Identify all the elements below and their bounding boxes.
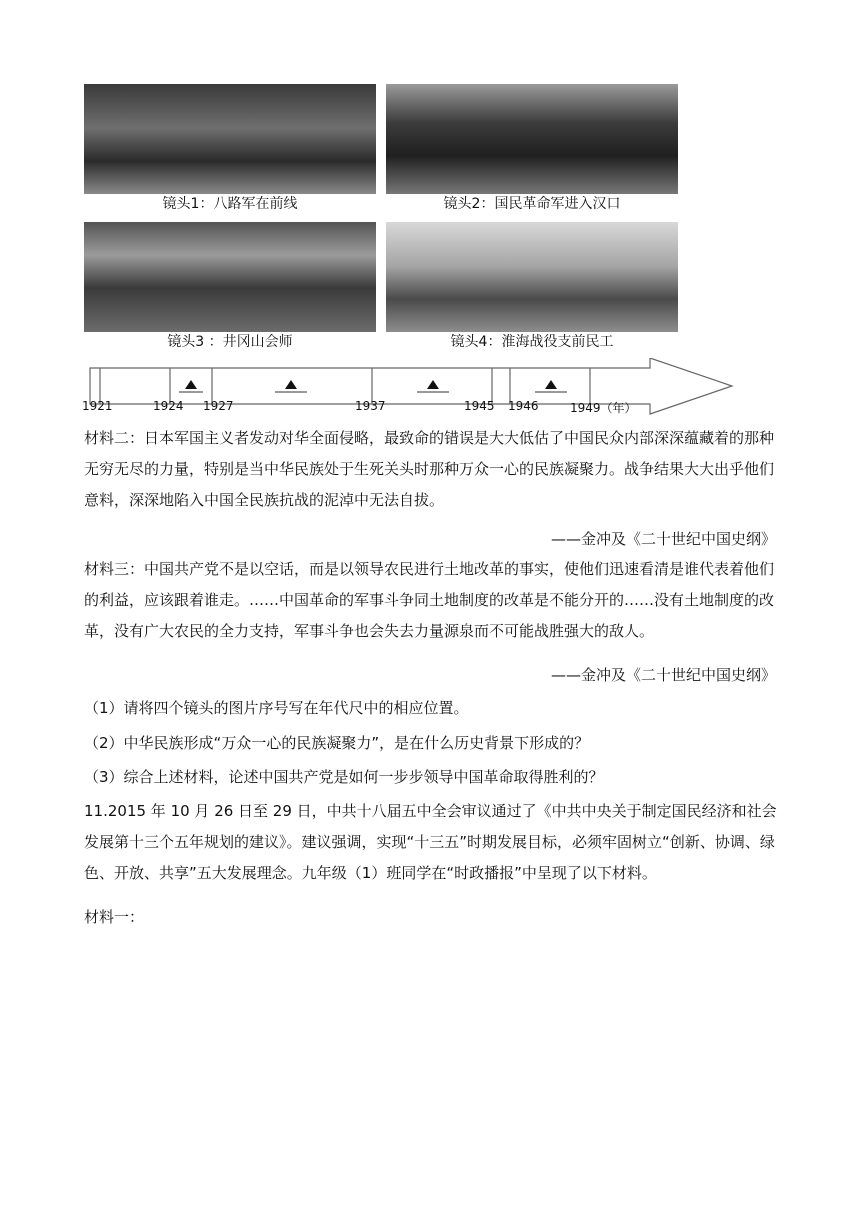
photo-1-image (84, 84, 376, 194)
photo-1 (82, 82, 378, 214)
material-2-source: ——金冲及《二十世纪中国史纲》 (550, 530, 776, 548)
photo-2-image (386, 84, 678, 194)
photo-1-caption: 镜头1：八路军在前线 (162, 196, 298, 212)
material-1-label: 材料一： (84, 908, 145, 926)
photo-4-image (386, 222, 678, 332)
photo-3-image (84, 222, 376, 332)
year-1945: 1945 (464, 399, 495, 413)
year-1946: 1946 (508, 399, 539, 413)
question-1: （1）请将四个镜头的图片序号写在年代尺中的相应位置。 (84, 699, 469, 717)
year-1927: 1927 (203, 399, 234, 413)
question-11-text: 11.2015 年 10 月 26 日至 29 日，中共十八届五中全会审议通过了《中共中央关于制定国民经济和社会发展第十三个五年规划的建议》。建议强调，实现“十三五”时期发展目标，必须牢固树立“创新、协调、绿色、开放、共享”五大发展理念。九年级（1）班同学在“时政播报”中呈现了以下材料。 (84, 802, 777, 882)
year-1937: 1937 (355, 399, 386, 413)
photo-3-caption: 镜头3 ：井冈山会师 (167, 334, 293, 350)
photo-4 (384, 220, 680, 352)
photo-4-caption: 镜头4：淮海战役支前民工 (450, 334, 614, 350)
year-1924: 1924 (153, 399, 184, 413)
question-2: （2）中华民族形成“万众一心的民族凝聚力”，是在什么历史背景下形成的？ (84, 734, 590, 752)
photo-grid (82, 82, 692, 354)
photo-2 (384, 82, 680, 214)
year-1921: 1921 (82, 399, 113, 413)
material-2-text: 材料二：日本军国主义者发动对华全面侵略，最致命的错误是大大低估了中国民众内部深深蕴藏着的那种无穷无尽的力量，特别是当中华民族处于生死关头时那种万众一心的民族凝聚力。战争结果大大出乎他们意料，深深地陷入中国全民族抗战的泥淖中无法自拔。 (84, 429, 775, 509)
timeline (82, 358, 734, 416)
material-3-text: 材料三：中国共产党不是以空话，而是以领导农民进行土地改革的事实，使他们迅速看清是谁代表着他们的利益，应该跟着谁走。……中国革命的军事斗争同土地制度的改革是不能分开的……没有土地制度的改革，没有广大农民的全力支持，军事斗争也会失去力量源泉而不可能战胜强大的敌人。 (84, 560, 775, 640)
material-3-source: ——金冲及《二十世纪中国史纲》 (550, 666, 776, 684)
year-1949: 1949（年） (570, 401, 637, 415)
question-3: （3）综合上述材料，论述中国共产党是如何一步步领导中国革命取得胜利的？ (84, 768, 604, 786)
photo-3 (82, 220, 378, 352)
photo-2-caption: 镜头2：国民革命军进入汉口 (443, 196, 621, 212)
